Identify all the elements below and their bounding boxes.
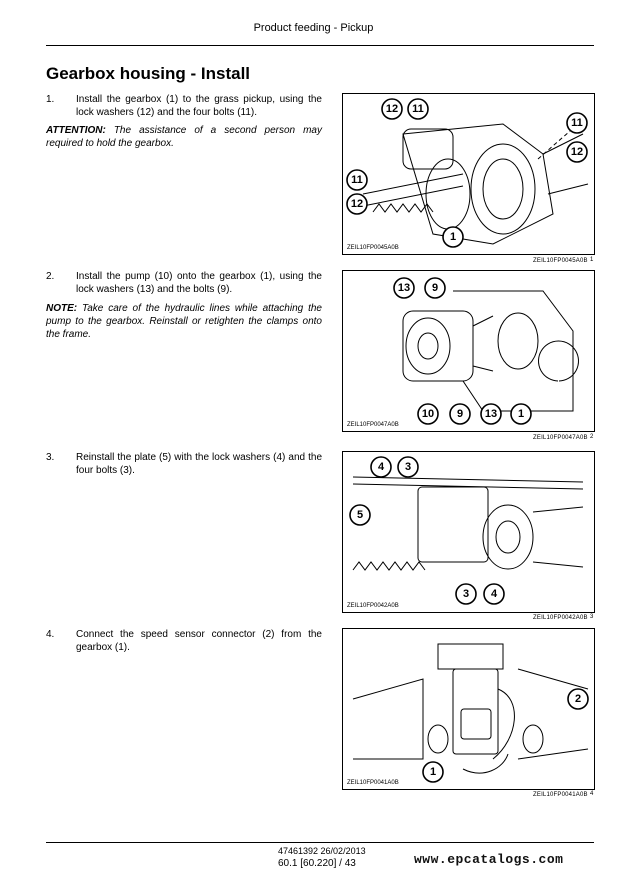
callout-label: 10	[421, 408, 435, 420]
figure-2-drawing	[343, 271, 594, 431]
callout-label: 11	[412, 103, 424, 115]
callout-group	[347, 99, 587, 247]
figure-2	[342, 270, 595, 432]
figure-caption-code: ZEIL10FP0041A0B	[533, 792, 588, 798]
figure-3-drawing	[343, 452, 594, 612]
section-title: Gearbox housing - Install	[46, 64, 251, 83]
header-rule	[46, 45, 594, 46]
figure-4-drawing	[343, 629, 594, 789]
callout-label: 9	[431, 282, 439, 294]
callout-label: 1	[429, 766, 437, 778]
callout-label: 13	[397, 282, 411, 294]
step-4	[46, 628, 322, 654]
note-text: Take care of the hydraulic lines while attaching the pump to the gearbox. Reinstall or retighten the clamps onto the frame.	[46, 303, 322, 340]
callout-label: 4	[490, 588, 498, 600]
callout-label: 11	[351, 174, 363, 186]
figure-1	[342, 93, 595, 255]
figure-caption-code: ZEIL10FP0045A0B	[533, 258, 588, 264]
step-number: 1.	[46, 94, 55, 105]
step-number: 2.	[46, 271, 55, 282]
figure-caption-code: ZEIL10FP0042A0B	[533, 615, 588, 621]
note-text: The assistance of a second person may required to hold the gearbox.	[46, 125, 322, 149]
figure-image-code: ZEIL10FP0042A0B	[347, 603, 399, 609]
callout-label: 3	[462, 588, 470, 600]
step-1-note	[46, 124, 322, 150]
figure-1-drawing	[343, 94, 594, 254]
callout-label: 9	[456, 408, 464, 420]
callout-label: 13	[484, 408, 498, 420]
step-number: 4.	[46, 629, 55, 640]
callout-label: 11	[571, 117, 583, 129]
callout-label: 5	[356, 509, 364, 521]
step-2	[46, 270, 322, 296]
figure-caption-code: ZEIL10FP0047A0B	[533, 435, 588, 441]
callout-label: 1	[449, 231, 457, 243]
callout-group	[394, 278, 531, 424]
figure-number: 1	[590, 257, 594, 263]
callout-label: 12	[350, 198, 364, 210]
step-number: 3.	[46, 452, 55, 463]
footer-page-ref: 60.1 [60.220] / 43	[278, 858, 356, 869]
footer-doc-ref: 47461392 26/02/2013	[278, 846, 366, 856]
note-label: NOTE:	[46, 303, 78, 314]
figure-number: 4	[590, 791, 594, 797]
footer-rule	[46, 842, 594, 843]
figure-number: 2	[590, 434, 594, 440]
step-text: Install the gearbox (1) to the grass pickup, using the lock washers (12) and the four bolts (11).	[76, 94, 322, 118]
note-label: ATTENTION:	[46, 125, 106, 136]
figure-3	[342, 451, 595, 613]
step-text: Connect the speed sensor connector (2) from the gearbox (1).	[76, 629, 322, 653]
step-3	[46, 451, 322, 477]
callout-label: 3	[404, 461, 412, 473]
callout-label: 12	[385, 103, 399, 115]
callout-label: 1	[517, 408, 525, 420]
callout-label: 2	[574, 693, 582, 705]
callout-label: 4	[377, 461, 385, 473]
figure-image-code: ZEIL10FP0045A0B	[347, 245, 399, 251]
figure-4	[342, 628, 595, 790]
figure-number: 3	[590, 614, 594, 620]
running-header: Product feeding - Pickup	[253, 22, 374, 34]
step-1	[46, 93, 322, 119]
watermark-url: www.epcatalogs.com	[414, 852, 564, 867]
figure-image-code: ZEIL10FP0041A0B	[347, 780, 399, 786]
figure-image-code: ZEIL10FP0047A0B	[347, 422, 399, 428]
step-text: Reinstall the plate (5) with the lock washers (4) and the four bolts (3).	[76, 452, 322, 476]
step-text: Install the pump (10) onto the gearbox (1), using the lock washers (13) and the bolts (9).	[76, 271, 322, 295]
step-2-note	[46, 302, 322, 341]
callout-label: 12	[570, 146, 584, 158]
